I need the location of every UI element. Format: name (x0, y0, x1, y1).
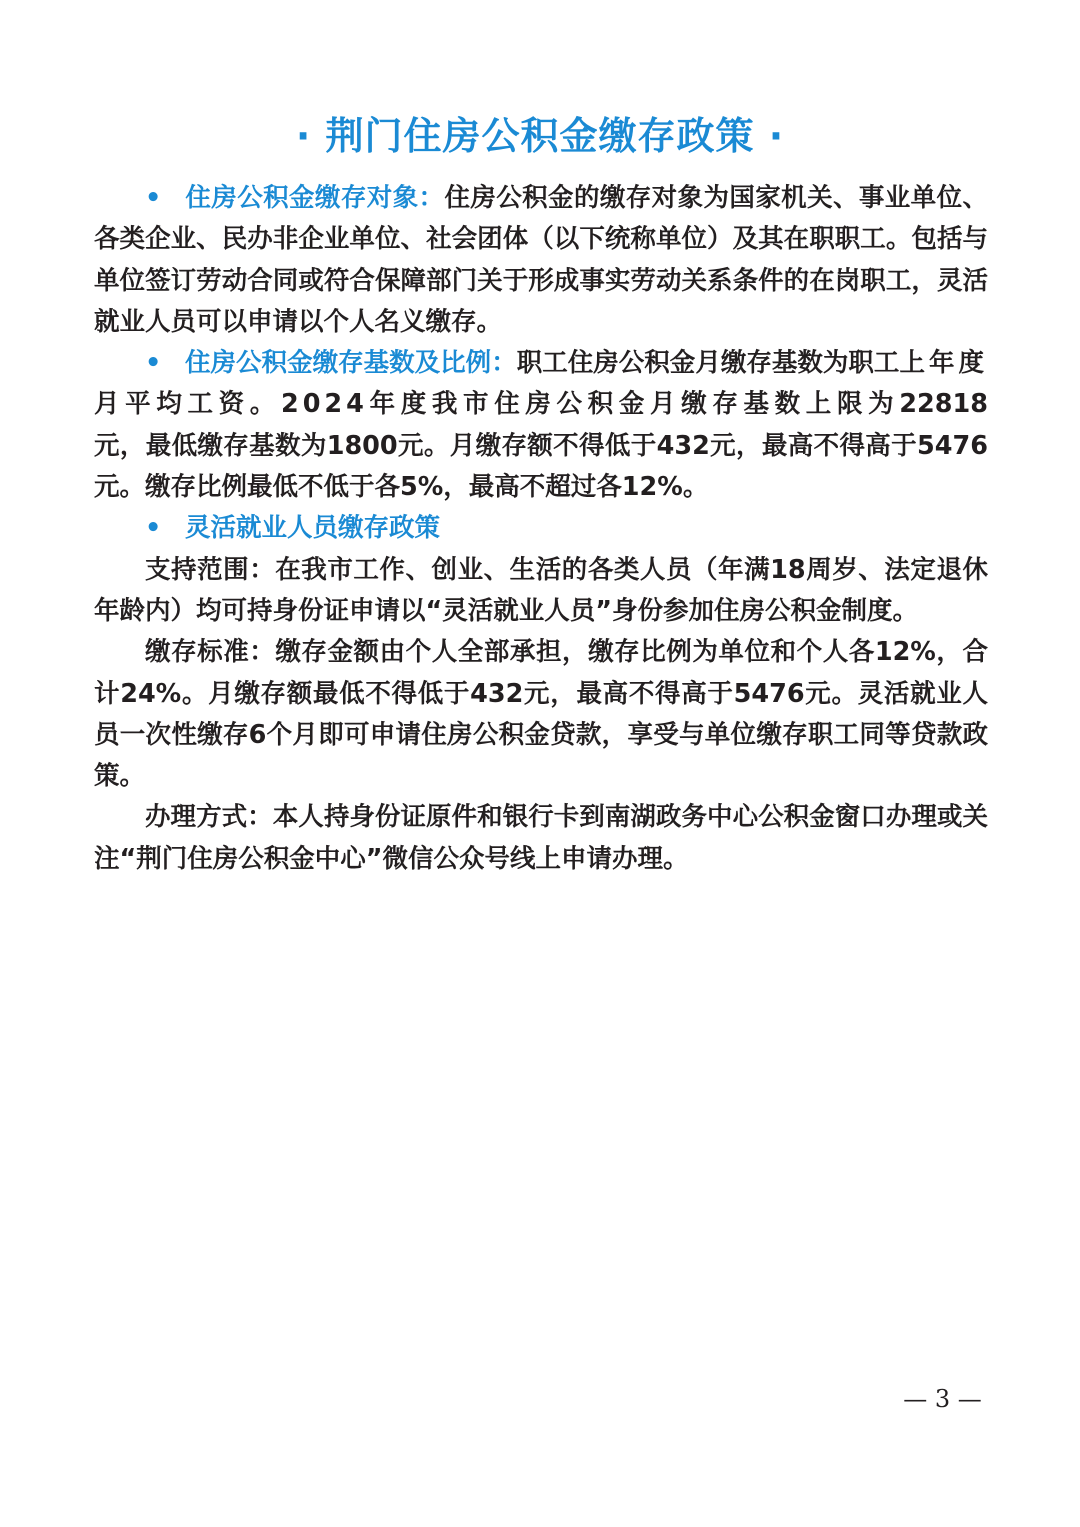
section-heading: 住房公积金缴存对象： (185, 183, 445, 213)
section-body: 职工住房公积金月缴存基数为职工 (516, 348, 900, 379)
section-heading: 灵活就业人员缴存政策 (185, 513, 441, 544)
paragraph-contribution-standard: 缴存标准：缴存金额由个人全部承担，缴存比例为单位和个人各12%，合计24%。月缴存额最低不得低于432元，最高不得高于5476元。灵活就业人员一次性缴存6个月即可申请住房公积金贷款，享受与单位缴存职工同等贷款政策。 (94, 637, 988, 792)
document-body (94, 178, 988, 880)
section-heading: 住房公积金缴存基数及比例： (185, 348, 517, 379)
bullet-icon: • (145, 348, 162, 379)
section-flexible-employment (94, 508, 988, 549)
section-base-and-ratio (94, 343, 988, 508)
section-body: 上年度月平均工资。2024年度我市住房公积金月缴存基数上限为 (94, 348, 988, 420)
section-contribution-targets (94, 178, 988, 343)
page-title: · 荆门住房公积金缴存政策 · (295, 114, 785, 158)
paragraph-application-method: 办理方式：本人持身份证原件和银行卡到南湖政务中心公积金窗口办理或关注“荆门住房公积金中心”微信公众号线上申请办理。 (94, 802, 988, 874)
paragraph-support-scope: 支持范围：在我市工作、创业、生活的各类人员（年满18周岁、法定退休年龄内）均可持身份证申请以“灵活就业人员”身份参加住房公积金制度。 (94, 554, 988, 626)
section-body: 22818元，最低缴存基数为1800元。月缴存额不得低于432元，最高不得高于5476元。缴存比例最低不低于各5%，最高不超过各12%。 (94, 389, 988, 503)
section-body: 住房公积金的缴存对象为国家机关、事业单位、各类企业、民办非企业单位、社会团体（以下统称单位）及其在职职工。包括与单位签订劳动合同或符合保障部门关于形成事实劳动关系条件的在岗职工，灵活就业人员可以申请以个人名义缴存。 (94, 183, 988, 337)
bullet-icon: • (145, 513, 162, 544)
bullet-icon: • (145, 183, 162, 213)
page-number: — 3 — (903, 1385, 982, 1413)
